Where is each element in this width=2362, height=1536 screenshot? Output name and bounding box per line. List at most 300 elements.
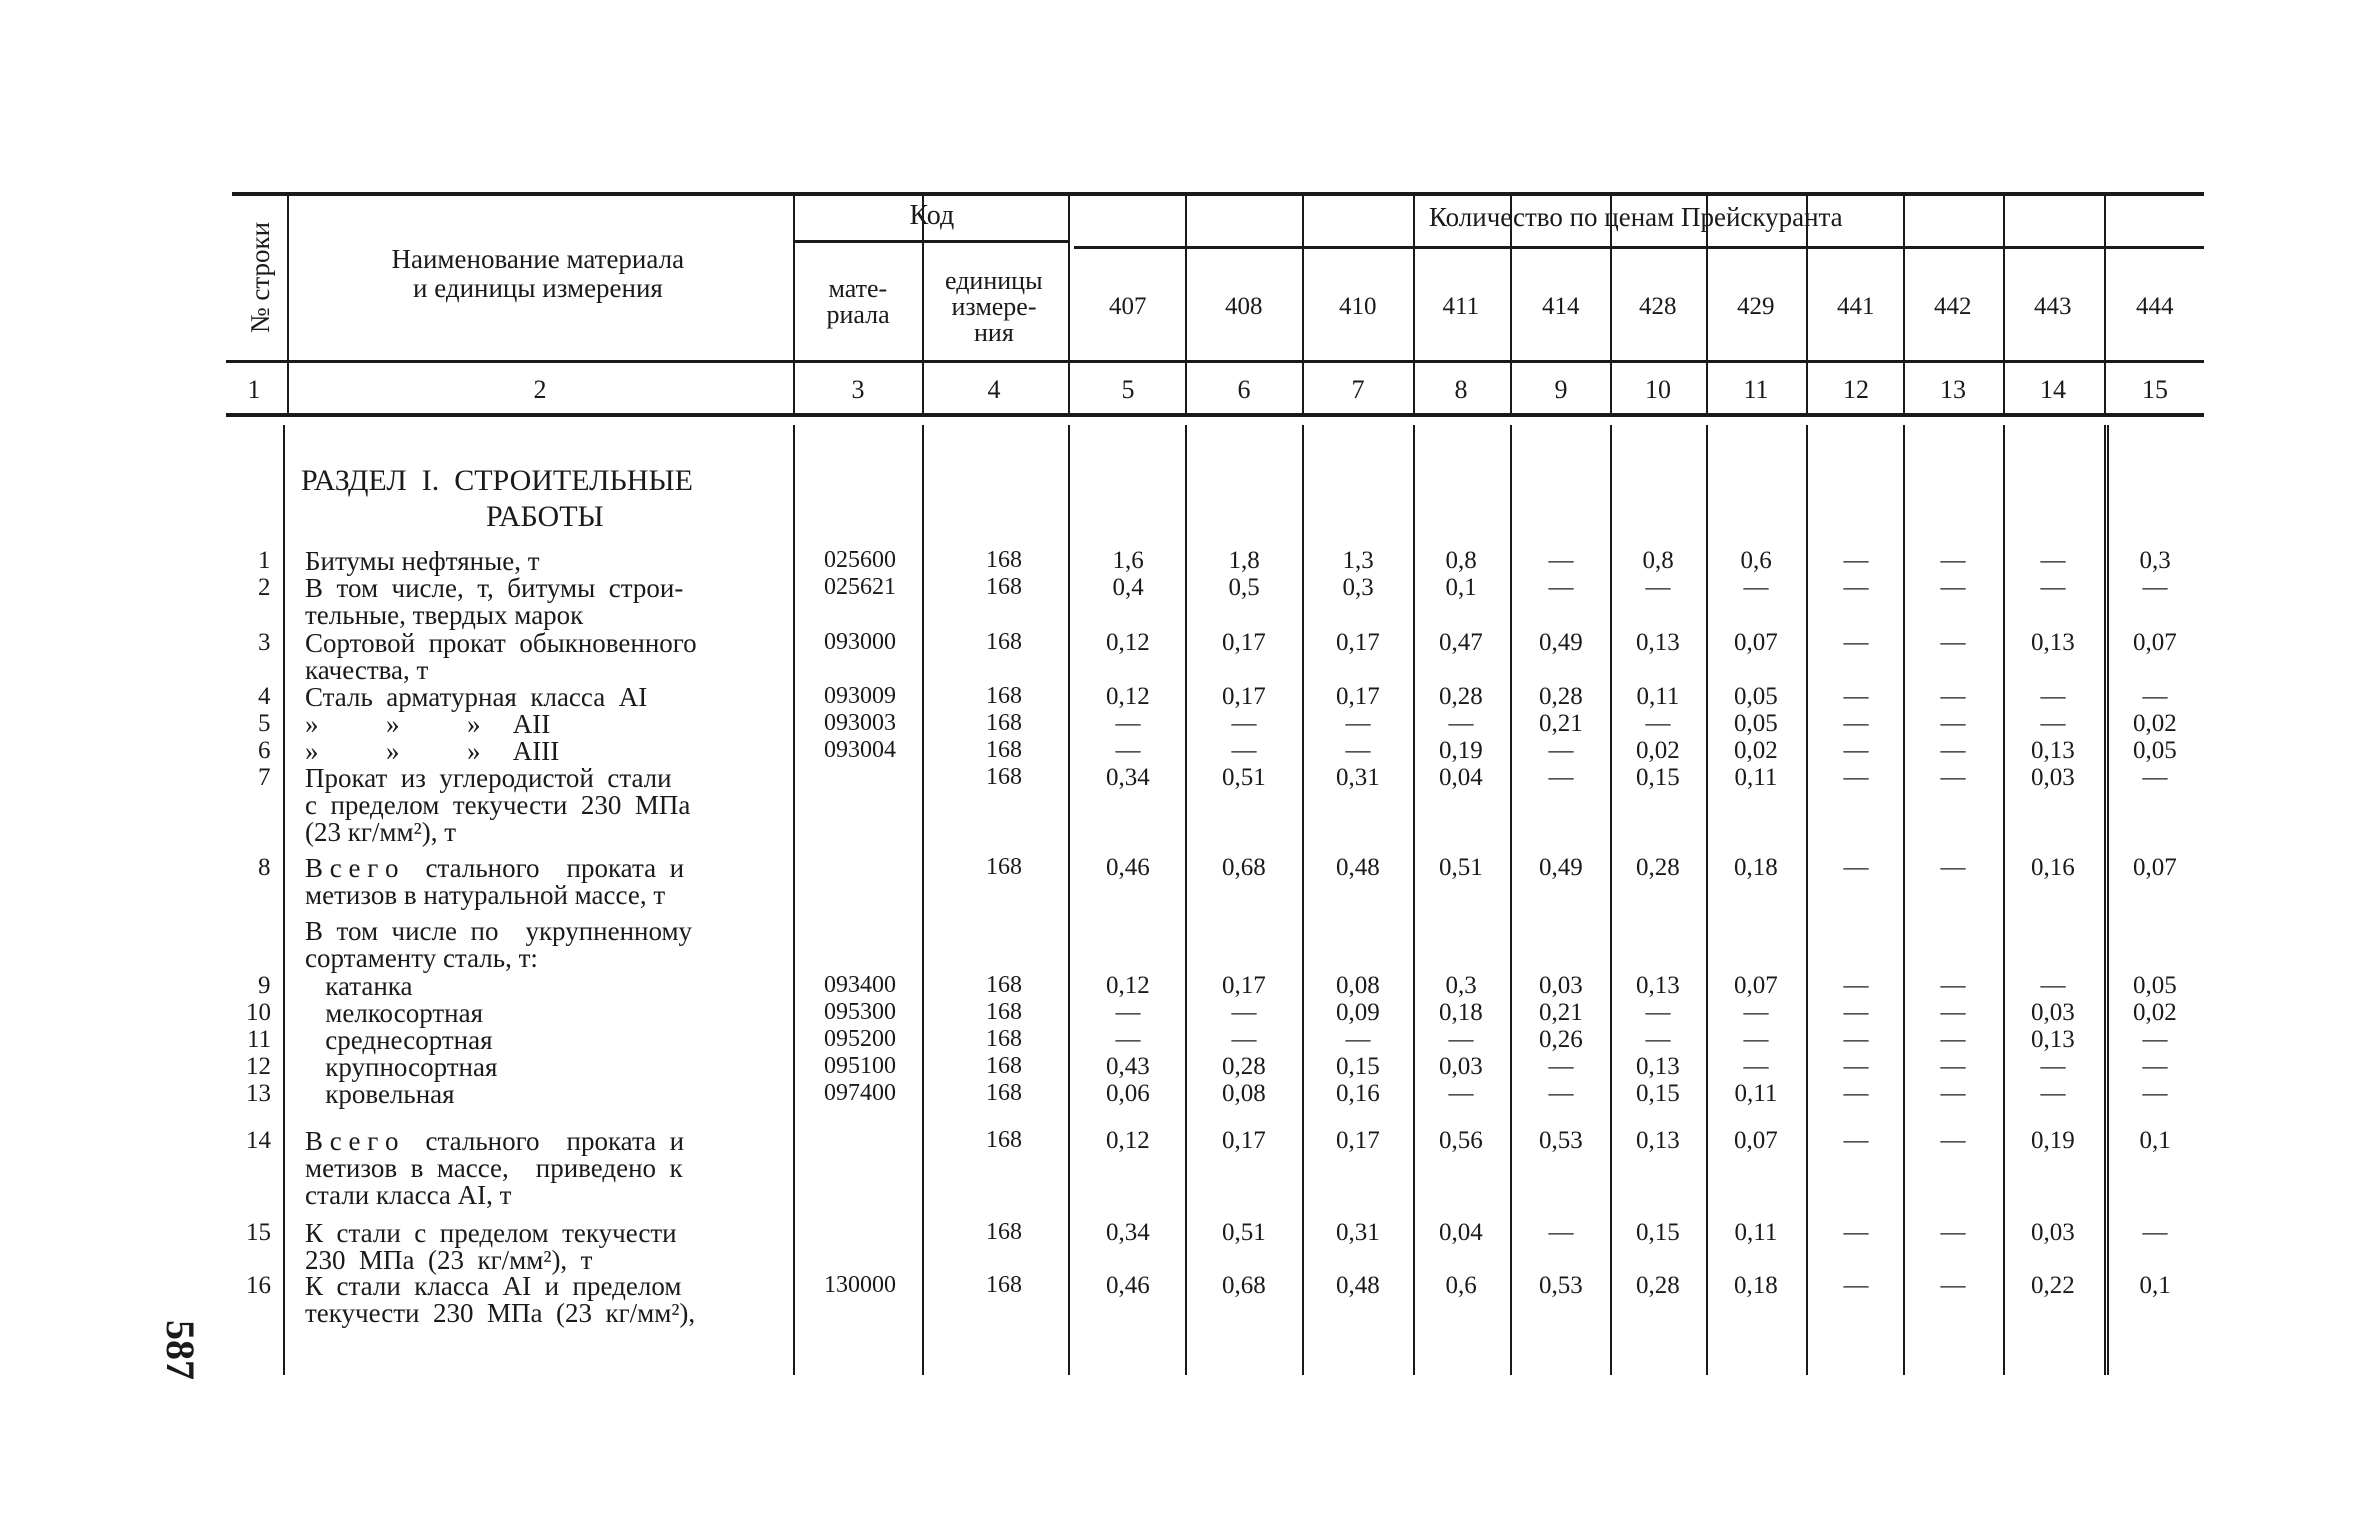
quantity-cell: 0,13 [2031, 1026, 2075, 1053]
material-name: К стали с пределом текучести [305, 1218, 677, 1248]
material-code: 093400 [824, 972, 896, 998]
unit-code: 168 [986, 854, 1022, 880]
material-code: 095300 [824, 999, 896, 1025]
dash-cell: — [1940, 629, 1966, 656]
column-number: 11 [1743, 375, 1769, 404]
unit-code: 168 [986, 547, 1022, 573]
dash-cell: — [1843, 764, 1869, 791]
dash-cell: — [1743, 1053, 1769, 1080]
price-list-header: 410 [1339, 293, 1377, 320]
dash-cell: — [1231, 710, 1257, 737]
header-column-separator [1185, 192, 1187, 414]
dash-cell: — [1843, 999, 1869, 1026]
table-top-rule [232, 192, 2204, 196]
quantity-cell: 0,05 [1734, 683, 1778, 710]
price-list-header: 414 [1542, 293, 1580, 320]
material-name: » » » AII [305, 709, 551, 739]
row-number-header: № строки [244, 221, 275, 333]
material-name: Прокат из углеродистой стали [305, 763, 672, 793]
quantity-cell: 0,13 [2031, 629, 2075, 656]
row-number: 12 [246, 1053, 271, 1080]
row-number: 2 [258, 574, 271, 601]
quantity-cell: 0,53 [1539, 1127, 1583, 1154]
material-name: К стали класса AI и пределом [305, 1271, 682, 1301]
unit-code: 168 [986, 972, 1022, 998]
quantity-cell: 0,15 [1636, 1080, 1680, 1107]
quantity-cell: 0,43 [1106, 1053, 1150, 1080]
quantity-cell: 0,05 [1734, 710, 1778, 737]
dash-cell: — [2040, 683, 2066, 710]
dash-cell: — [2142, 1026, 2168, 1053]
dash-cell: — [1115, 710, 1141, 737]
unit-code: 168 [986, 1219, 1022, 1245]
quantity-cell: 0,12 [1106, 1127, 1150, 1154]
quantity-cell: 0,28 [1539, 683, 1583, 710]
dash-cell: — [1843, 1272, 1869, 1299]
quantity-cell: 0,18 [1439, 999, 1483, 1026]
quantity-cell: 0,13 [1636, 1127, 1680, 1154]
material-name: крупносортная [305, 1052, 498, 1082]
quantity-cell: 0,49 [1539, 629, 1583, 656]
quantity-cell: 0,11 [1734, 1080, 1778, 1107]
header-column-separator [1413, 192, 1415, 414]
quantity-cell: 0,12 [1106, 972, 1150, 999]
quantity-cell: 0,03 [1439, 1053, 1483, 1080]
dash-cell: — [2040, 1053, 2066, 1080]
quantity-cell: 0,02 [1636, 737, 1680, 764]
material-code: 130000 [824, 1272, 896, 1298]
dash-cell: — [1231, 999, 1257, 1026]
price-list-header: 408 [1225, 293, 1263, 320]
column-number: 4 [987, 375, 1001, 404]
quantity-cell: 0,4 [1112, 574, 1144, 601]
price-list-header: 443 [2034, 293, 2072, 320]
material-name: текучести 230 МПа (23 кг/мм²), [305, 1298, 696, 1328]
price-list-header: 407 [1109, 293, 1147, 320]
quantity-cell: 0,21 [1539, 999, 1583, 1026]
quantity-cell: 0,03 [2031, 1219, 2075, 1246]
quantity-cell: 0,07 [1734, 629, 1778, 656]
dash-cell: — [1940, 1219, 1966, 1246]
unit-code: 168 [986, 1080, 1022, 1106]
body-column-separator [922, 425, 924, 1375]
row-number: 5 [258, 710, 271, 737]
material-code: 095200 [824, 1026, 896, 1052]
dash-cell: — [1548, 1053, 1574, 1080]
dash-cell: — [1548, 1219, 1574, 1246]
quantity-cell: 0,1 [1445, 574, 1477, 601]
quantity-cell: 0,15 [1636, 1219, 1680, 1246]
material-name: (23 кг/мм²), т [305, 817, 456, 847]
quantity-cell: 0,02 [1734, 737, 1778, 764]
quantity-cell: 0,68 [1222, 1272, 1266, 1299]
material-name: тельные, твердых марок [305, 600, 584, 630]
quantity-cell: 0,13 [1636, 972, 1680, 999]
quantity-cell: 0,68 [1222, 854, 1266, 881]
quantity-cell: 0,17 [1222, 1127, 1266, 1154]
unit-code: 168 [986, 737, 1022, 763]
quantity-cell: 0,05 [2133, 737, 2177, 764]
quantity-cell: 0,48 [1336, 854, 1380, 881]
quantity-cell: 0,56 [1439, 1127, 1483, 1154]
material-code: 025621 [824, 574, 896, 600]
unit-code: 168 [986, 1272, 1022, 1298]
quantity-cell: 0,17 [1222, 683, 1266, 710]
code-unit-header: ния [974, 318, 1014, 347]
quantity-cell: 0,3 [1445, 972, 1477, 999]
dash-cell: — [1231, 1026, 1257, 1053]
quantity-cell: 0,03 [2031, 764, 2075, 791]
body-column-separator [283, 425, 285, 1375]
quantity-cell: 0,17 [1336, 1127, 1380, 1154]
material-name: катанка [305, 971, 413, 1001]
column-number: 5 [1121, 375, 1135, 404]
quantity-cell: 0,46 [1106, 1272, 1150, 1299]
quantity-cell: 0,18 [1734, 854, 1778, 881]
unit-code: 168 [986, 764, 1022, 790]
quantity-cell: 0,6 [1740, 547, 1772, 574]
dash-cell: — [1940, 854, 1966, 881]
dash-cell: — [1940, 683, 1966, 710]
dash-cell: — [2040, 972, 2066, 999]
quantity-cell: 0,47 [1439, 629, 1483, 656]
dash-cell: — [1743, 574, 1769, 601]
unit-code: 168 [986, 999, 1022, 1025]
quantity-cell: 0,21 [1539, 710, 1583, 737]
header-column-separator [1903, 192, 1905, 414]
body-column-separator [1413, 425, 1415, 1375]
header-column-separator [793, 192, 795, 414]
material-name: сортаменту сталь, т: [305, 943, 538, 973]
material-name: с пределом текучести 230 МПа [305, 790, 691, 820]
quantity-cell: 0,15 [1336, 1053, 1380, 1080]
quantity-cell: 0,13 [1636, 1053, 1680, 1080]
dash-cell: — [1940, 999, 1966, 1026]
quantity-cell: 0,16 [2031, 854, 2075, 881]
material-name: » » » AIII [305, 736, 560, 766]
quantity-cell: 0,53 [1539, 1272, 1583, 1299]
price-list-header: 429 [1737, 293, 1775, 320]
name-header: и единицы измерения [413, 273, 663, 303]
dash-cell: — [1940, 547, 1966, 574]
code-material-header: мате- [828, 274, 888, 303]
body-column-separator [793, 425, 795, 1375]
quantity-cell: 0,8 [1642, 547, 1674, 574]
price-list-header: 444 [2136, 293, 2174, 320]
body-column-separator [1706, 425, 1708, 1375]
quantity-cell: 0,19 [1439, 737, 1483, 764]
code-unit-header: измере- [951, 292, 1037, 321]
unit-code: 168 [986, 629, 1022, 655]
quantity-cell: 0,6 [1445, 1272, 1477, 1299]
quantity-cell: 0,28 [1636, 1272, 1680, 1299]
column-numbers-rule [226, 413, 2204, 417]
row-number: 6 [258, 737, 271, 764]
dash-cell: — [1645, 999, 1671, 1026]
quantity-cell: 0,06 [1106, 1080, 1150, 1107]
material-name: мелкосортная [305, 998, 483, 1028]
quantity-cell: 0,8 [1445, 547, 1477, 574]
dash-cell: — [1843, 1026, 1869, 1053]
dash-cell: — [1548, 737, 1574, 764]
quantity-cell: 0,19 [2031, 1127, 2075, 1154]
quantity-subheader-rule [1074, 246, 2204, 249]
quantity-cell: 0,08 [1222, 1080, 1266, 1107]
material-name: Сортовой прокат обыкновенного [305, 628, 697, 658]
column-number: 1 [247, 375, 261, 404]
row-number: 16 [246, 1272, 271, 1299]
quantity-cell: 0,12 [1106, 683, 1150, 710]
dash-cell: — [1940, 1127, 1966, 1154]
dash-cell: — [2142, 764, 2168, 791]
quantity-cell: 0,1 [2139, 1272, 2171, 1299]
dash-cell: — [1345, 710, 1371, 737]
section-title: РАЗДЕЛ I. СТРОИТЕЛЬНЫЕ [301, 464, 693, 497]
dash-cell: — [1940, 764, 1966, 791]
quantity-cell: 0,03 [1539, 972, 1583, 999]
dash-cell: — [1743, 999, 1769, 1026]
quantity-cell: 0,15 [1636, 764, 1680, 791]
dash-cell: — [1843, 1053, 1869, 1080]
dash-cell: — [1843, 737, 1869, 764]
price-list-header: 441 [1837, 293, 1875, 320]
dash-cell: — [2040, 574, 2066, 601]
quantity-cell: 0,11 [1734, 1219, 1778, 1246]
dash-cell: — [1231, 737, 1257, 764]
quantity-cell: 0,12 [1106, 629, 1150, 656]
body-column-separator [2107, 425, 2109, 1375]
header-column-separator [1068, 192, 1070, 414]
quantity-cell: 0,31 [1336, 1219, 1380, 1246]
material-name: кровельная [305, 1079, 455, 1109]
quantity-cell: 0,07 [1734, 972, 1778, 999]
dash-cell: — [1940, 1272, 1966, 1299]
quantity-cell: 0,18 [1734, 1272, 1778, 1299]
quantity-cell: 0,04 [1439, 1219, 1483, 1246]
material-code: 093004 [824, 737, 896, 763]
body-column-separator [1806, 425, 1808, 1375]
header-column-separator [287, 192, 289, 414]
unit-code: 168 [986, 683, 1022, 709]
quantity-cell: 0,08 [1336, 972, 1380, 999]
price-list-header: 411 [1442, 293, 1480, 320]
header-bottom-rule [226, 360, 2204, 363]
quantity-cell: 0,13 [2031, 737, 2075, 764]
row-number: 7 [258, 764, 271, 791]
quantity-cell: 0,09 [1336, 999, 1380, 1026]
quantity-cell: 0,16 [1336, 1080, 1380, 1107]
dash-cell: — [1843, 710, 1869, 737]
quantity-cell: 0,28 [1636, 854, 1680, 881]
material-name: метизов в натуральной массе, т [305, 880, 666, 910]
price-list-header: 442 [1934, 293, 1972, 320]
material-code: 093003 [824, 710, 896, 736]
quantity-cell: 0,46 [1106, 854, 1150, 881]
quantity-cell: 0,02 [2133, 710, 2177, 737]
unit-code: 168 [986, 574, 1022, 600]
column-number: 2 [533, 375, 547, 404]
body-column-separator [1185, 425, 1187, 1375]
body-column-separator [2104, 425, 2106, 1375]
dash-cell: — [1843, 683, 1869, 710]
dash-cell: — [1843, 972, 1869, 999]
unit-code: 168 [986, 710, 1022, 736]
row-number: 14 [246, 1127, 271, 1154]
row-number: 9 [258, 972, 271, 999]
material-name: В том числе по укрупненному [305, 916, 693, 946]
dash-cell: — [1743, 1026, 1769, 1053]
body-column-separator [1610, 425, 1612, 1375]
material-code: 095100 [824, 1053, 896, 1079]
quantity-cell: 0,05 [2133, 972, 2177, 999]
material-name: стали класса AI, т [305, 1180, 512, 1210]
quantity-cell: 1,3 [1342, 547, 1374, 574]
dash-cell: — [1940, 1080, 1966, 1107]
quantity-cell: 0,3 [1342, 574, 1374, 601]
dash-cell: — [2040, 547, 2066, 574]
dash-cell: — [1645, 574, 1671, 601]
quantity-cell: 0,04 [1439, 764, 1483, 791]
quantity-cell: 0,1 [2139, 1127, 2171, 1154]
body-column-separator [1903, 425, 1905, 1375]
dash-cell: — [2040, 1080, 2066, 1107]
quantity-cell: 0,26 [1539, 1026, 1583, 1053]
name-header: Наименование материала [391, 244, 685, 274]
dash-cell: — [2142, 1219, 2168, 1246]
code-header: Код [909, 200, 955, 231]
quantity-cell: 0,48 [1336, 1272, 1380, 1299]
material-code: 025600 [824, 547, 896, 573]
dash-cell: — [1843, 1127, 1869, 1154]
dash-cell: — [1940, 710, 1966, 737]
dash-cell: — [1645, 1026, 1671, 1053]
unit-code: 168 [986, 1026, 1022, 1052]
material-code: 093000 [824, 629, 896, 655]
dash-cell: — [1940, 1053, 1966, 1080]
material-name: метизов в массе, приведено к [305, 1153, 683, 1183]
column-number: 9 [1554, 375, 1568, 404]
dash-cell: — [1940, 1026, 1966, 1053]
material-name: В с е г о стального проката и [305, 1126, 685, 1156]
column-number: 14 [2040, 375, 2066, 404]
row-number: 10 [246, 999, 271, 1026]
dash-cell: — [1115, 999, 1141, 1026]
unit-code: 168 [986, 1127, 1022, 1153]
row-number: 15 [246, 1219, 271, 1246]
page-number: 587 [158, 1320, 203, 1380]
quantity-cell: 0,17 [1222, 972, 1266, 999]
dash-cell: — [1548, 1080, 1574, 1107]
quantity-cell: 0,07 [2133, 629, 2177, 656]
dash-cell: — [1115, 737, 1141, 764]
header-column-separator [2104, 192, 2106, 414]
code-unit-header: единицы [945, 266, 1043, 295]
dash-cell: — [1448, 710, 1474, 737]
dash-cell: — [2142, 574, 2168, 601]
dash-cell: — [2142, 1080, 2168, 1107]
column-number: 8 [1454, 375, 1468, 404]
column-number: 6 [1237, 375, 1251, 404]
header-column-separator [2003, 192, 2005, 414]
code-material-header: риала [826, 300, 890, 329]
material-name: качества, т [305, 655, 429, 685]
quantity-cell: 1,8 [1228, 547, 1260, 574]
body-column-separator [1068, 425, 1070, 1375]
material-code: 093009 [824, 683, 896, 709]
row-number: 11 [247, 1026, 272, 1053]
dash-cell: — [1843, 854, 1869, 881]
quantity-cell: 0,51 [1439, 854, 1483, 881]
quantity-cell: 0,17 [1336, 629, 1380, 656]
body-column-separator [1302, 425, 1304, 1375]
dash-cell: — [1940, 574, 1966, 601]
material-name: Битумы нефтяные, т [305, 546, 540, 576]
body-column-separator [2003, 425, 2005, 1375]
row-number: 1 [258, 547, 271, 574]
row-number: 3 [258, 629, 271, 656]
quantity-cell: 0,22 [2031, 1272, 2075, 1299]
dash-cell: — [1645, 710, 1671, 737]
quantity-cell: 0,03 [2031, 999, 2075, 1026]
column-number: 15 [2142, 375, 2168, 404]
column-number: 13 [1940, 375, 1966, 404]
quantity-cell: 0,11 [1734, 764, 1778, 791]
quantity-cell: 0,3 [2139, 547, 2171, 574]
header-column-separator [1302, 192, 1304, 414]
material-name: Сталь арматурная класса AI [305, 682, 648, 712]
material-name: В том числе, т, битумы строи- [305, 573, 684, 603]
quantity-cell: 1,6 [1112, 547, 1144, 574]
dash-cell: — [1940, 737, 1966, 764]
code-subheader-rule [793, 240, 1069, 243]
dash-cell: — [1448, 1080, 1474, 1107]
dash-cell: — [2142, 683, 2168, 710]
quantity-cell: 0,51 [1222, 764, 1266, 791]
material-name: 230 МПа (23 кг/мм²), т [305, 1245, 593, 1275]
dash-cell: — [1548, 764, 1574, 791]
quantity-cell: 0,5 [1228, 574, 1260, 601]
quantity-cell: 0,31 [1336, 764, 1380, 791]
quantity-cell: 0,34 [1106, 764, 1150, 791]
unit-code: 168 [986, 1053, 1022, 1079]
material-name: В с е г о стального проката и [305, 853, 685, 883]
body-column-separator [1510, 425, 1512, 1375]
dash-cell: — [1843, 1080, 1869, 1107]
dash-cell: — [1843, 574, 1869, 601]
section-title: РАБОТЫ [486, 500, 604, 533]
dash-cell: — [1448, 1026, 1474, 1053]
quantity-cell: 0,07 [1734, 1127, 1778, 1154]
column-number: 12 [1843, 375, 1869, 404]
row-number: 4 [258, 683, 271, 710]
dash-cell: — [1940, 972, 1966, 999]
dash-cell: — [1548, 574, 1574, 601]
dash-cell: — [2040, 710, 2066, 737]
dash-cell: — [1548, 547, 1574, 574]
quantity-cell: 0,07 [2133, 854, 2177, 881]
quantity-cell: 0,17 [1336, 683, 1380, 710]
quantity-cell: 0,17 [1222, 629, 1266, 656]
dash-cell: — [1843, 1219, 1869, 1246]
material-code: 097400 [824, 1080, 896, 1106]
quantity-cell: 0,28 [1439, 683, 1483, 710]
price-list-header: 428 [1639, 293, 1677, 320]
dash-cell: — [1115, 1026, 1141, 1053]
dash-cell: — [1345, 737, 1371, 764]
quantity-cell: 0,34 [1106, 1219, 1150, 1246]
dash-cell: — [1843, 629, 1869, 656]
quantity-cell: 0,11 [1636, 683, 1680, 710]
